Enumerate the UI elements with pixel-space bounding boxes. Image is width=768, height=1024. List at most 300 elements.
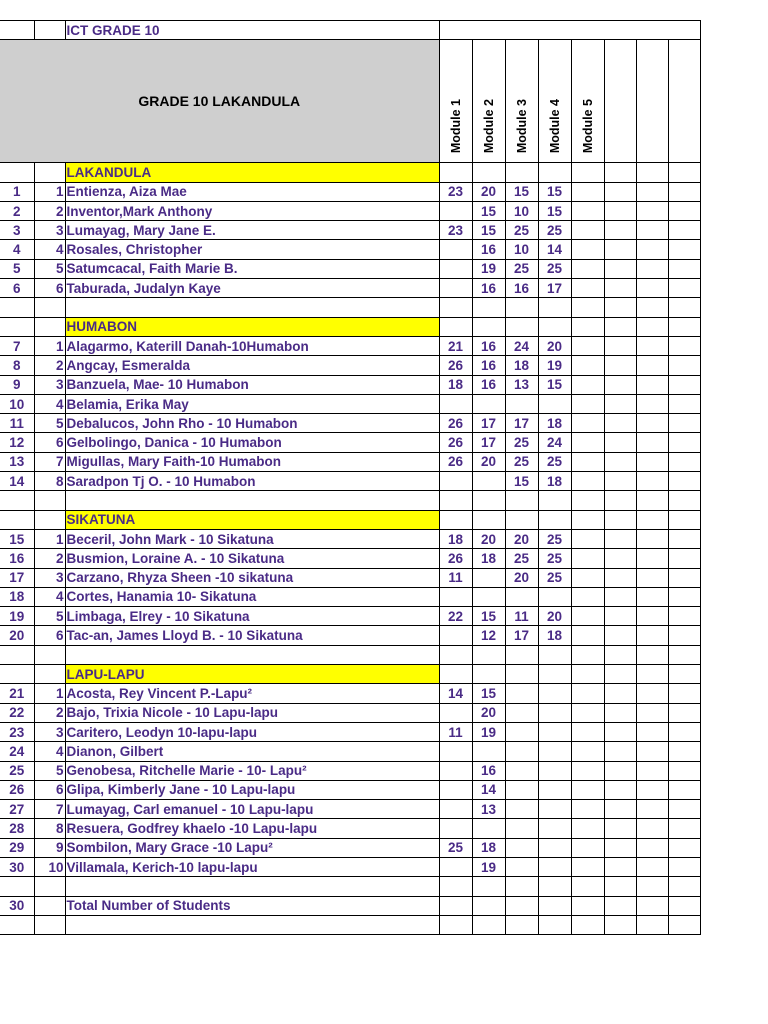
cell[interactable] xyxy=(571,452,604,471)
cell[interactable] xyxy=(604,607,636,626)
cell[interactable] xyxy=(668,587,700,606)
score-cell[interactable]: 17 xyxy=(472,433,505,452)
student-name[interactable]: Lumayag, Carl emanuel - 10 Lapu-lapu xyxy=(65,800,439,819)
cell[interactable] xyxy=(636,491,668,510)
score-cell[interactable] xyxy=(439,587,472,606)
section-index[interactable]: 4 xyxy=(34,240,65,259)
cell[interactable] xyxy=(439,317,472,336)
cell[interactable] xyxy=(636,472,668,491)
row-number[interactable]: 6 xyxy=(0,279,34,298)
row-number[interactable]: 18 xyxy=(0,587,34,606)
score-cell[interactable] xyxy=(505,722,538,741)
cell[interactable] xyxy=(636,915,668,934)
cell[interactable] xyxy=(636,452,668,471)
section-index[interactable]: 6 xyxy=(34,626,65,645)
score-cell[interactable] xyxy=(439,857,472,876)
cell[interactable] xyxy=(668,356,700,375)
score-cell[interactable]: 15 xyxy=(538,375,571,394)
cell[interactable] xyxy=(439,21,700,40)
cell[interactable] xyxy=(668,433,700,452)
cell[interactable] xyxy=(571,433,604,452)
row-number[interactable]: 25 xyxy=(0,761,34,780)
cell[interactable] xyxy=(636,703,668,722)
section-index[interactable]: 8 xyxy=(34,472,65,491)
cell[interactable] xyxy=(668,645,700,664)
score-cell[interactable] xyxy=(439,240,472,259)
score-cell[interactable] xyxy=(505,780,538,799)
section-label[interactable]: SIKATUNA xyxy=(65,510,439,529)
subject-title[interactable]: ICT GRADE 10 xyxy=(65,21,439,40)
cell[interactable] xyxy=(538,298,571,317)
cell[interactable] xyxy=(636,684,668,703)
cell[interactable] xyxy=(604,896,636,915)
score-cell[interactable]: 11 xyxy=(505,607,538,626)
row-number[interactable]: 3 xyxy=(0,221,34,240)
cell[interactable] xyxy=(604,163,636,182)
student-name[interactable]: Caritero, Leodyn 10-lapu-lapu xyxy=(65,722,439,741)
score-cell[interactable]: 24 xyxy=(505,336,538,355)
student-name[interactable]: Cortes, Hanamia 10- Sikatuna xyxy=(65,587,439,606)
cell[interactable] xyxy=(0,491,34,510)
cell[interactable] xyxy=(668,857,700,876)
cell[interactable] xyxy=(636,394,668,413)
score-cell[interactable] xyxy=(472,472,505,491)
cell[interactable] xyxy=(571,645,604,664)
cell[interactable] xyxy=(668,452,700,471)
score-cell[interactable]: 17 xyxy=(538,279,571,298)
row-number[interactable]: 16 xyxy=(0,549,34,568)
cell[interactable] xyxy=(636,279,668,298)
cell[interactable] xyxy=(604,587,636,606)
score-cell[interactable]: 10 xyxy=(505,240,538,259)
cell[interactable] xyxy=(571,279,604,298)
module-header[interactable] xyxy=(538,40,571,163)
section-index[interactable]: 4 xyxy=(34,742,65,761)
cell[interactable] xyxy=(604,298,636,317)
score-cell[interactable]: 18 xyxy=(472,838,505,857)
cell[interactable] xyxy=(571,510,604,529)
cell[interactable] xyxy=(472,317,505,336)
cell[interactable] xyxy=(0,298,34,317)
student-name[interactable]: Entienza, Aiza Mae xyxy=(65,182,439,201)
row-number[interactable]: 30 xyxy=(0,857,34,876)
row-number[interactable]: 27 xyxy=(0,800,34,819)
cell[interactable] xyxy=(668,317,700,336)
section-label[interactable]: LAPU-LAPU xyxy=(65,665,439,684)
score-cell[interactable]: 18 xyxy=(472,549,505,568)
cell[interactable] xyxy=(668,221,700,240)
cell[interactable] xyxy=(538,877,571,896)
cell[interactable] xyxy=(571,626,604,645)
cell[interactable] xyxy=(668,259,700,278)
student-name[interactable]: Sombilon, Mary Grace -10 Lapu² xyxy=(65,838,439,857)
student-name[interactable]: Alagarmo, Katerill Danah-10Humabon xyxy=(65,336,439,355)
cell[interactable] xyxy=(636,221,668,240)
section-index[interactable]: 1 xyxy=(34,336,65,355)
score-cell[interactable]: 20 xyxy=(472,182,505,201)
cell[interactable] xyxy=(34,163,65,182)
cell[interactable] xyxy=(668,549,700,568)
score-cell[interactable]: 14 xyxy=(538,240,571,259)
score-cell[interactable]: 23 xyxy=(439,221,472,240)
cell[interactable] xyxy=(0,665,34,684)
score-cell[interactable]: 16 xyxy=(472,375,505,394)
cell[interactable] xyxy=(571,356,604,375)
score-cell[interactable] xyxy=(472,819,505,838)
score-cell[interactable] xyxy=(505,703,538,722)
cell[interactable] xyxy=(668,684,700,703)
cell[interactable] xyxy=(636,761,668,780)
cell[interactable] xyxy=(636,336,668,355)
cell[interactable] xyxy=(636,549,668,568)
cell[interactable] xyxy=(571,163,604,182)
module-header[interactable] xyxy=(472,40,505,163)
score-cell[interactable]: 15 xyxy=(472,684,505,703)
cell[interactable] xyxy=(604,626,636,645)
student-name[interactable]: Inventor,Mark Anthony xyxy=(65,201,439,220)
cell[interactable] xyxy=(668,298,700,317)
cell[interactable] xyxy=(636,626,668,645)
student-name[interactable]: Debalucos, John Rho - 10 Humabon xyxy=(65,414,439,433)
section-index[interactable]: 3 xyxy=(34,221,65,240)
cell[interactable] xyxy=(636,607,668,626)
section-label[interactable]: HUMABON xyxy=(65,317,439,336)
cell[interactable] xyxy=(604,240,636,259)
score-cell[interactable] xyxy=(439,800,472,819)
cell[interactable] xyxy=(636,529,668,548)
cell[interactable] xyxy=(571,259,604,278)
score-cell[interactable] xyxy=(505,587,538,606)
cell[interactable] xyxy=(604,529,636,548)
cell[interactable] xyxy=(0,645,34,664)
cell[interactable] xyxy=(571,240,604,259)
score-cell[interactable] xyxy=(538,722,571,741)
cell[interactable] xyxy=(668,838,700,857)
cell[interactable] xyxy=(604,703,636,722)
cell[interactable] xyxy=(439,665,472,684)
score-cell[interactable] xyxy=(505,838,538,857)
score-cell[interactable] xyxy=(439,472,472,491)
score-cell[interactable] xyxy=(472,394,505,413)
cell[interactable] xyxy=(636,317,668,336)
cell[interactable] xyxy=(472,645,505,664)
cell[interactable] xyxy=(636,510,668,529)
score-cell[interactable]: 25 xyxy=(505,259,538,278)
row-number[interactable]: 8 xyxy=(0,356,34,375)
score-cell[interactable]: 20 xyxy=(472,703,505,722)
cell[interactable] xyxy=(636,819,668,838)
cell[interactable] xyxy=(34,298,65,317)
section-index[interactable]: 5 xyxy=(34,259,65,278)
cell[interactable] xyxy=(65,877,439,896)
score-cell[interactable]: 19 xyxy=(472,722,505,741)
cell[interactable] xyxy=(538,510,571,529)
score-cell[interactable]: 15 xyxy=(505,472,538,491)
cell[interactable] xyxy=(636,163,668,182)
cell[interactable] xyxy=(668,877,700,896)
score-cell[interactable]: 17 xyxy=(505,414,538,433)
section-index[interactable]: 8 xyxy=(34,819,65,838)
cell[interactable] xyxy=(668,761,700,780)
cell[interactable] xyxy=(571,375,604,394)
cell[interactable] xyxy=(571,877,604,896)
score-cell[interactable] xyxy=(472,587,505,606)
row-number[interactable]: 11 xyxy=(0,414,34,433)
student-name[interactable]: Genobesa, Ritchelle Marie - 10- Lapu² xyxy=(65,761,439,780)
score-cell[interactable] xyxy=(538,780,571,799)
cell[interactable] xyxy=(668,800,700,819)
cell[interactable] xyxy=(571,529,604,548)
student-name[interactable]: Busmion, Loraine A. - 10 Sikatuna xyxy=(65,549,439,568)
cell[interactable] xyxy=(668,491,700,510)
cell[interactable] xyxy=(668,394,700,413)
row-number[interactable]: 28 xyxy=(0,819,34,838)
score-cell[interactable]: 15 xyxy=(472,201,505,220)
cell[interactable] xyxy=(571,684,604,703)
score-cell[interactable]: 25 xyxy=(505,549,538,568)
student-name[interactable]: Limbaga, Elrey - 10 Sikatuna xyxy=(65,607,439,626)
score-cell[interactable]: 15 xyxy=(538,201,571,220)
cell[interactable] xyxy=(604,819,636,838)
cell[interactable] xyxy=(571,857,604,876)
section-label[interactable]: LAKANDULA xyxy=(65,163,439,182)
cell[interactable] xyxy=(668,279,700,298)
cell[interactable] xyxy=(571,298,604,317)
cell[interactable] xyxy=(34,877,65,896)
cell[interactable] xyxy=(604,915,636,934)
score-cell[interactable]: 16 xyxy=(472,761,505,780)
score-cell[interactable] xyxy=(472,568,505,587)
score-cell[interactable] xyxy=(472,742,505,761)
cell[interactable] xyxy=(604,472,636,491)
score-cell[interactable] xyxy=(538,838,571,857)
score-cell[interactable] xyxy=(505,742,538,761)
score-cell[interactable]: 16 xyxy=(472,336,505,355)
cell[interactable] xyxy=(34,510,65,529)
cell[interactable] xyxy=(65,645,439,664)
score-cell[interactable] xyxy=(538,394,571,413)
cell[interactable] xyxy=(34,645,65,664)
cell[interactable] xyxy=(668,915,700,934)
cell[interactable] xyxy=(571,896,604,915)
cell[interactable] xyxy=(65,491,439,510)
cell[interactable] xyxy=(571,317,604,336)
row-number[interactable]: 9 xyxy=(0,375,34,394)
section-index[interactable]: 5 xyxy=(34,414,65,433)
cell[interactable] xyxy=(604,780,636,799)
cell[interactable] xyxy=(505,317,538,336)
cell[interactable] xyxy=(636,742,668,761)
cell[interactable] xyxy=(472,665,505,684)
student-name[interactable]: Saradpon Tj O. - 10 Humabon xyxy=(65,472,439,491)
score-cell[interactable]: 25 xyxy=(538,549,571,568)
score-cell[interactable]: 25 xyxy=(538,221,571,240)
score-cell[interactable] xyxy=(538,800,571,819)
cell[interactable] xyxy=(604,394,636,413)
score-cell[interactable] xyxy=(505,800,538,819)
cell[interactable] xyxy=(604,761,636,780)
cell[interactable] xyxy=(668,665,700,684)
cell[interactable] xyxy=(571,703,604,722)
student-name[interactable]: Bajo, Trixia Nicole - 10 Lapu-lapu xyxy=(65,703,439,722)
section-index[interactable]: 10 xyxy=(34,857,65,876)
score-cell[interactable]: 18 xyxy=(439,375,472,394)
score-cell[interactable]: 26 xyxy=(439,356,472,375)
cell[interactable] xyxy=(604,452,636,471)
cell[interactable] xyxy=(571,394,604,413)
cell[interactable] xyxy=(571,201,604,220)
cell[interactable] xyxy=(604,857,636,876)
cell[interactable] xyxy=(571,742,604,761)
module-header[interactable] xyxy=(571,40,604,163)
score-cell[interactable] xyxy=(505,761,538,780)
score-cell[interactable]: 16 xyxy=(505,279,538,298)
cell[interactable] xyxy=(65,915,439,934)
score-cell[interactable] xyxy=(439,201,472,220)
cell[interactable] xyxy=(571,915,604,934)
score-cell[interactable]: 15 xyxy=(538,182,571,201)
score-cell[interactable] xyxy=(505,394,538,413)
cell[interactable] xyxy=(636,414,668,433)
score-cell[interactable]: 17 xyxy=(505,626,538,645)
row-number[interactable]: 21 xyxy=(0,684,34,703)
cell[interactable] xyxy=(505,915,538,934)
cell[interactable] xyxy=(505,877,538,896)
student-name[interactable]: Tac-an, James Lloyd B. - 10 Sikatuna xyxy=(65,626,439,645)
score-cell[interactable]: 18 xyxy=(538,414,571,433)
cell[interactable] xyxy=(668,240,700,259)
cell[interactable] xyxy=(0,510,34,529)
cell[interactable] xyxy=(668,819,700,838)
cell[interactable] xyxy=(65,298,439,317)
cell[interactable] xyxy=(0,163,34,182)
cell[interactable] xyxy=(604,838,636,857)
cell[interactable] xyxy=(0,915,34,934)
cell[interactable] xyxy=(636,896,668,915)
cell[interactable] xyxy=(0,877,34,896)
cell[interactable] xyxy=(472,491,505,510)
cell[interactable] xyxy=(604,510,636,529)
cell[interactable] xyxy=(538,645,571,664)
cell[interactable] xyxy=(668,780,700,799)
section-index[interactable]: 6 xyxy=(34,433,65,452)
section-index[interactable]: 4 xyxy=(34,587,65,606)
score-cell[interactable] xyxy=(538,819,571,838)
cell[interactable] xyxy=(0,317,34,336)
section-index[interactable]: 2 xyxy=(34,356,65,375)
section-index[interactable]: 5 xyxy=(34,761,65,780)
score-cell[interactable] xyxy=(538,684,571,703)
score-cell[interactable] xyxy=(538,703,571,722)
cell[interactable] xyxy=(538,896,571,915)
row-number[interactable]: 23 xyxy=(0,722,34,741)
student-name[interactable]: Banzuela, Mae- 10 Humabon xyxy=(65,375,439,394)
student-name[interactable]: Dianon, Gilbert xyxy=(65,742,439,761)
cell[interactable] xyxy=(439,877,472,896)
cell[interactable] xyxy=(636,201,668,220)
cell[interactable] xyxy=(604,259,636,278)
cell[interactable] xyxy=(668,510,700,529)
score-cell[interactable]: 18 xyxy=(439,529,472,548)
cell[interactable] xyxy=(604,684,636,703)
cell[interactable] xyxy=(604,645,636,664)
section-index[interactable]: 7 xyxy=(34,800,65,819)
cell[interactable] xyxy=(538,163,571,182)
score-cell[interactable] xyxy=(505,857,538,876)
score-cell[interactable] xyxy=(439,703,472,722)
cell[interactable] xyxy=(604,279,636,298)
score-cell[interactable] xyxy=(538,742,571,761)
cell[interactable] xyxy=(604,877,636,896)
section-index[interactable]: 3 xyxy=(34,568,65,587)
cell[interactable] xyxy=(604,356,636,375)
cell[interactable] xyxy=(636,857,668,876)
student-name[interactable]: Lumayag, Mary Jane E. xyxy=(65,221,439,240)
score-cell[interactable]: 26 xyxy=(439,414,472,433)
section-index[interactable]: 3 xyxy=(34,722,65,741)
cell[interactable] xyxy=(668,201,700,220)
cell[interactable] xyxy=(604,568,636,587)
cell[interactable] xyxy=(472,298,505,317)
score-cell[interactable]: 14 xyxy=(439,684,472,703)
cell[interactable] xyxy=(604,201,636,220)
cell[interactable] xyxy=(538,491,571,510)
cell[interactable] xyxy=(571,549,604,568)
cell[interactable] xyxy=(571,722,604,741)
cell[interactable] xyxy=(505,665,538,684)
score-cell[interactable]: 13 xyxy=(505,375,538,394)
score-cell[interactable]: 24 xyxy=(538,433,571,452)
section-index[interactable]: 9 xyxy=(34,838,65,857)
cell[interactable] xyxy=(34,491,65,510)
cell[interactable] xyxy=(505,298,538,317)
row-number[interactable]: 13 xyxy=(0,452,34,471)
cell[interactable] xyxy=(439,163,472,182)
cell[interactable] xyxy=(439,491,472,510)
score-cell[interactable]: 25 xyxy=(505,452,538,471)
section-index[interactable]: 6 xyxy=(34,780,65,799)
cell[interactable] xyxy=(636,722,668,741)
score-cell[interactable]: 16 xyxy=(472,279,505,298)
score-cell[interactable]: 26 xyxy=(439,433,472,452)
score-cell[interactable]: 20 xyxy=(472,529,505,548)
cell[interactable] xyxy=(668,414,700,433)
score-cell[interactable] xyxy=(439,742,472,761)
cell[interactable] xyxy=(668,529,700,548)
cell[interactable] xyxy=(571,221,604,240)
score-cell[interactable] xyxy=(439,761,472,780)
cell[interactable] xyxy=(34,317,65,336)
cell[interactable] xyxy=(636,800,668,819)
student-name[interactable]: Resuera, Godfrey khaelo -10 Lapu-lapu xyxy=(65,819,439,838)
module-header[interactable] xyxy=(439,40,472,163)
cell[interactable] xyxy=(604,221,636,240)
cell[interactable] xyxy=(668,703,700,722)
section-index[interactable]: 6 xyxy=(34,279,65,298)
score-cell[interactable]: 20 xyxy=(538,336,571,355)
score-cell[interactable]: 21 xyxy=(439,336,472,355)
cell[interactable] xyxy=(571,665,604,684)
score-cell[interactable] xyxy=(538,761,571,780)
score-cell[interactable]: 15 xyxy=(505,182,538,201)
student-name[interactable]: Belamia, Erika May xyxy=(65,394,439,413)
cell[interactable] xyxy=(668,568,700,587)
cell[interactable] xyxy=(571,336,604,355)
score-cell[interactable]: 17 xyxy=(472,414,505,433)
score-cell[interactable] xyxy=(439,626,472,645)
cell[interactable] xyxy=(604,800,636,819)
cell[interactable] xyxy=(604,336,636,355)
